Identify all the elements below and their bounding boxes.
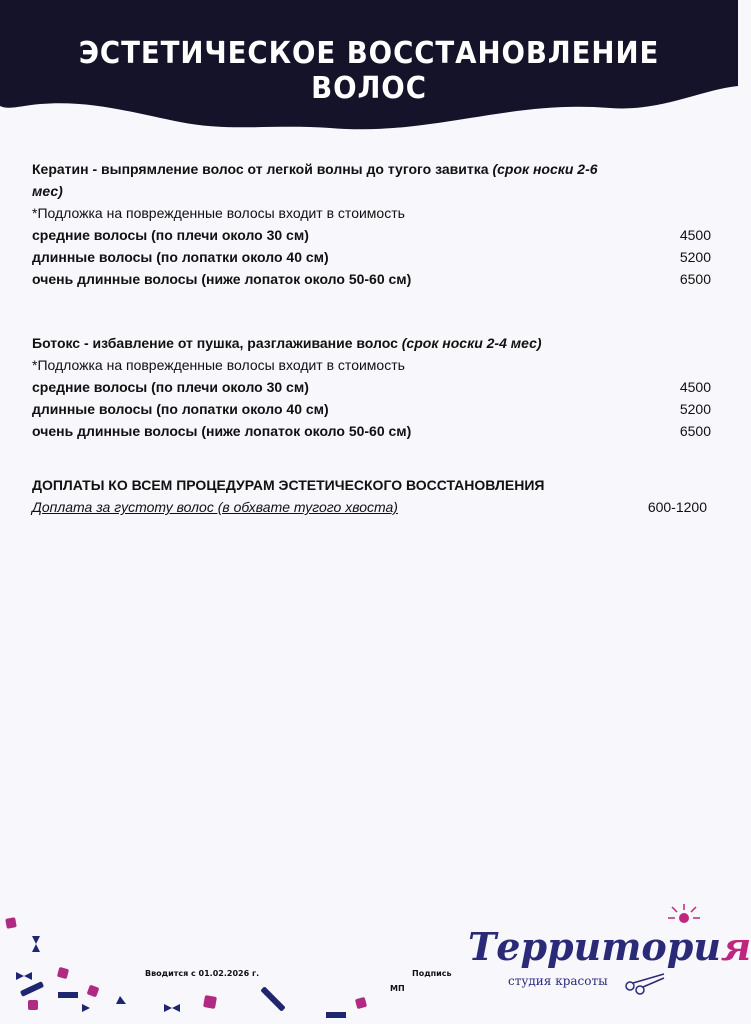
- section-heading: [32, 158, 632, 202]
- section-period: (срок носки 2-6 мес): [32, 161, 598, 199]
- extras-row: [32, 496, 712, 518]
- stamp-label: МП: [390, 984, 405, 993]
- service-label: очень длинные волосы (ниже лопаток около 50-60 см): [32, 423, 412, 439]
- logo-wordmark: [468, 924, 751, 969]
- signature-label: Подпись: [412, 969, 452, 978]
- service-price: 6500: [679, 271, 711, 287]
- price-row: [32, 420, 712, 442]
- service-label: длинные волосы (по лопатки около 40 см): [32, 249, 329, 265]
- section-note: *Подложка на поврежденные волосы входит в стоимость: [32, 205, 405, 221]
- logo-subtitle: студия красоты: [508, 974, 608, 988]
- section-note: *Подложка на поврежденные волосы входит в стоимость: [32, 357, 405, 373]
- logo-name-main: Территори: [468, 924, 721, 969]
- page-title: ЭСТЕТИЧЕСКОЕ ВОССТАНОВЛЕНИЕ ВОЛОС: [78, 36, 660, 106]
- service-price: 4500: [679, 227, 711, 243]
- price-row: [32, 398, 712, 420]
- section-title: Кератин - выпрямление волос от легкой волны до тугого завитка: [32, 161, 489, 177]
- price-row: [32, 224, 712, 246]
- section-botox: [32, 332, 712, 442]
- service-label: длинные волосы (по лопатки около 40 см): [32, 401, 329, 417]
- service-label: средние волосы (по плечи около 30 см): [32, 227, 309, 243]
- price-row: [32, 376, 712, 398]
- extras-label: Доплата за густоту волос (в обхвате тугого хвоста): [32, 499, 398, 515]
- confetti-decoration: [0, 900, 460, 1024]
- service-price: 5200: [679, 249, 711, 265]
- extras-title: ДОПЛАТЫ КО ВСЕМ ПРОЦЕДУРАМ ЭСТЕТИЧЕСКОГО ВОССТАНОВЛЕНИЯ: [32, 477, 545, 493]
- service-price: 5200: [679, 401, 711, 417]
- logo-name-accent: я: [720, 924, 751, 969]
- section-heading: [32, 332, 632, 354]
- section-keratin: [32, 158, 712, 290]
- section-extras: [32, 474, 712, 518]
- section-title: Ботокс - избавление от пушка, разглаживание волос: [32, 335, 398, 351]
- effective-date: Вводится с 01.02.2026 г.: [145, 969, 260, 978]
- header-banner: [0, 0, 738, 140]
- price-row: [32, 268, 712, 290]
- price-list: [32, 158, 712, 518]
- price-row: [32, 246, 712, 268]
- extras-price: 600-1200: [647, 499, 707, 515]
- service-label: очень длинные волосы (ниже лопаток около 50-60 см): [32, 271, 412, 287]
- service-price: 4500: [679, 379, 711, 395]
- service-label: средние волосы (по плечи около 30 см): [32, 379, 309, 395]
- service-price: 6500: [679, 423, 711, 439]
- section-period: (срок носки 2-4 мес): [401, 335, 542, 351]
- brand-logo: [462, 902, 751, 1002]
